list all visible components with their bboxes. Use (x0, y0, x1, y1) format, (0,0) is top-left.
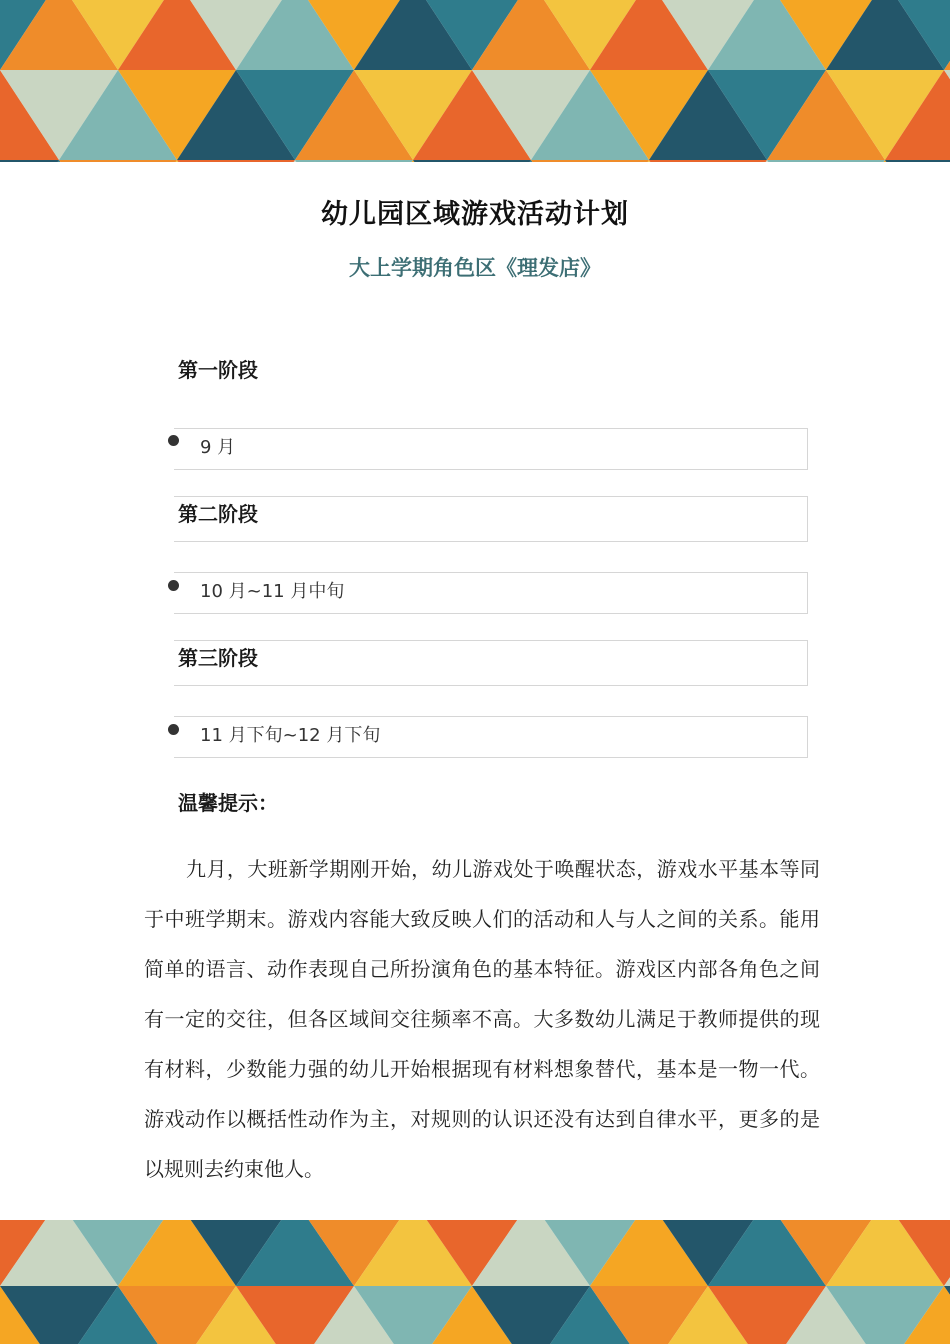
stage-2-heading-box (174, 496, 808, 542)
stage-3-heading: 第三阶段 (178, 646, 258, 670)
pattern-triangle (531, 160, 649, 162)
stage-3-period: 11 月下旬~12 月下旬 (200, 725, 381, 746)
bottom-decorative-banner (0, 1220, 950, 1344)
stage-1-period: 9 月 (200, 437, 236, 458)
stage-2-period: 10 月~11 月中旬 (200, 581, 345, 602)
pattern-triangle (649, 160, 767, 162)
pattern-triangle (177, 160, 295, 162)
triangle-pattern-bottom (0, 1220, 950, 1344)
pattern-triangle (885, 160, 950, 162)
pattern-triangle (767, 160, 885, 162)
tips-paragraph: 九月，大班新学期刚开始，幼儿游戏处于唤醒状态，游戏水平基本等同于中班学期末。游戏内容能大致反映人们的活动和人与人之间的关系。能用简单的语言、动作表现自己所扮演角色的基本特征。游戏区内部各角色之间有一定的交往，但各区域间交往频率不高。大多数幼儿满足于教师提供的现有材料，少数能力强的幼儿开始根据现有材料想象替代，基本是一物一代。游戏动作以概括性动作为主，对规则的认识还没有达到自律水平，更多的是以规则去约束他人。 (144, 857, 820, 1181)
document-title: 幼儿园区域游戏活动计划 (321, 199, 629, 230)
stage-1-heading: 第一阶段 (178, 358, 258, 382)
stage-3-heading-box (174, 640, 808, 686)
pattern-triangle (0, 160, 59, 162)
bullet-icon (168, 435, 179, 446)
stage-2-heading: 第二阶段 (178, 502, 258, 526)
pattern-triangle (295, 160, 413, 162)
stage-1-period-box (174, 428, 808, 470)
top-decorative-banner (0, 0, 950, 162)
triangle-pattern-top (0, 0, 950, 162)
document-subtitle: 大上学期角色区《理发店》 (349, 256, 601, 280)
bullet-icon (168, 580, 179, 591)
tips-heading: 温馨提示： (178, 791, 278, 815)
pattern-triangle (59, 160, 177, 162)
pattern-triangle (413, 160, 531, 162)
bullet-icon (168, 724, 179, 735)
